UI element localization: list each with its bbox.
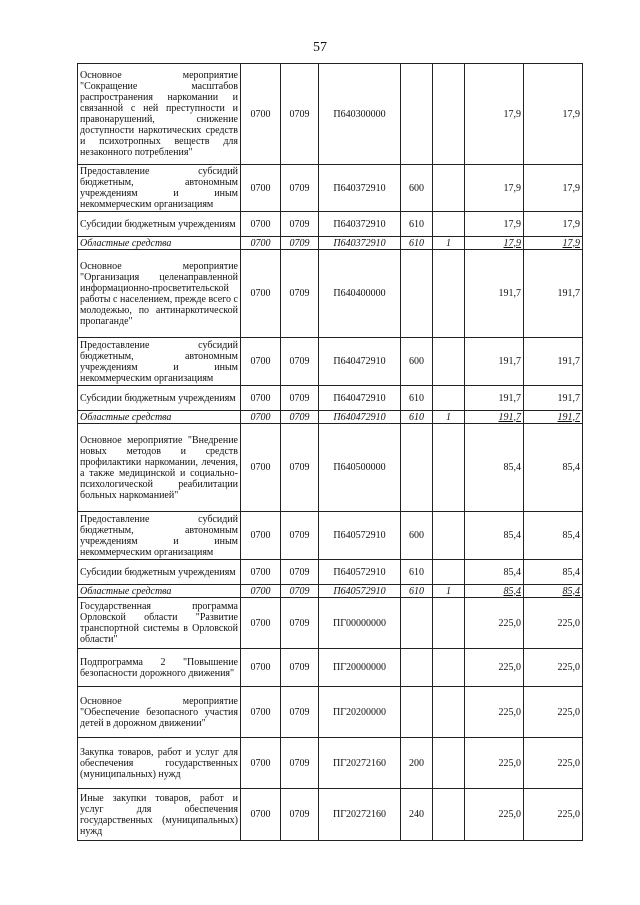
target-article-cell: ПГ20000000 bbox=[319, 649, 401, 687]
subsection-code-cell: 0709 bbox=[281, 338, 319, 386]
subsection-code-cell: 0709 bbox=[281, 512, 319, 560]
funding-source-cell: 1 bbox=[433, 411, 465, 424]
amount-cell: 85,4 bbox=[465, 512, 524, 560]
amount-cell: 85,4 bbox=[465, 560, 524, 585]
row-name-cell: Основное мероприятие "Внедрение новых методов и средств профилактики наркомании, лечения, а также медицинской и социально-психологической реабилитации больных наркоманией" bbox=[78, 424, 241, 512]
section-code-cell: 0700 bbox=[241, 789, 281, 841]
funding-source-cell bbox=[433, 64, 465, 165]
amount-executed-cell: 225,0 bbox=[524, 789, 583, 841]
row-name-cell: Областные средства bbox=[78, 237, 241, 250]
target-article-cell: ПГ00000000 bbox=[319, 598, 401, 649]
amount-executed-cell: 191,7 bbox=[524, 386, 583, 411]
table-row bbox=[78, 165, 583, 212]
section-code-cell: 0700 bbox=[241, 512, 281, 560]
funding-source-cell bbox=[433, 687, 465, 738]
section-code-cell: 0700 bbox=[241, 687, 281, 738]
table-row bbox=[78, 687, 583, 738]
amount-cell: 225,0 bbox=[465, 598, 524, 649]
target-article-cell: П640572910 bbox=[319, 585, 401, 598]
amount-executed-cell: 85,4 bbox=[524, 560, 583, 585]
expense-type-cell bbox=[401, 250, 433, 338]
section-code-cell: 0700 bbox=[241, 598, 281, 649]
row-name-cell: Предоставление субсидий бюджетным, автономным учреждениям и иным некоммерческим организациям bbox=[78, 165, 241, 212]
target-article-cell: П640372910 bbox=[319, 212, 401, 237]
amount-cell: 85,4 bbox=[465, 424, 524, 512]
subsection-code-cell: 0709 bbox=[281, 789, 319, 841]
amount-executed-cell: 17,9 bbox=[524, 237, 583, 250]
subsection-code-cell: 0709 bbox=[281, 560, 319, 585]
expense-type-cell: 610 bbox=[401, 585, 433, 598]
amount-cell: 191,7 bbox=[465, 411, 524, 424]
expense-type-cell bbox=[401, 687, 433, 738]
section-code-cell: 0700 bbox=[241, 165, 281, 212]
table-row bbox=[78, 386, 583, 411]
funding-source-cell bbox=[433, 512, 465, 560]
expense-type-cell: 600 bbox=[401, 338, 433, 386]
target-article-cell: П640400000 bbox=[319, 250, 401, 338]
subsection-code-cell: 0709 bbox=[281, 165, 319, 212]
amount-executed-cell: 225,0 bbox=[524, 738, 583, 789]
funding-source-cell bbox=[433, 424, 465, 512]
section-code-cell: 0700 bbox=[241, 212, 281, 237]
funding-source-cell bbox=[433, 338, 465, 386]
section-code-cell: 0700 bbox=[241, 64, 281, 165]
target-article-cell: П640572910 bbox=[319, 512, 401, 560]
funding-source-cell: 1 bbox=[433, 585, 465, 598]
budget-table-body bbox=[78, 64, 583, 841]
subsection-code-cell: 0709 bbox=[281, 411, 319, 424]
subsection-code-cell: 0709 bbox=[281, 237, 319, 250]
target-article-cell: ПГ20272160 bbox=[319, 738, 401, 789]
amount-executed-cell: 85,4 bbox=[524, 512, 583, 560]
section-code-cell: 0700 bbox=[241, 411, 281, 424]
table-row bbox=[78, 789, 583, 841]
table-row bbox=[78, 738, 583, 789]
expense-type-cell bbox=[401, 64, 433, 165]
budget-table bbox=[77, 63, 583, 841]
section-code-cell: 0700 bbox=[241, 237, 281, 250]
target-article-cell: П640300000 bbox=[319, 64, 401, 165]
subsection-code-cell: 0709 bbox=[281, 424, 319, 512]
row-name-cell: Основное мероприятие "Сокращение масштабов распространения наркомании и связанной с ней преступности и правонарушений, снижение доступности наркотических средств и психотропных веществ для незаконного потребления" bbox=[78, 64, 241, 165]
target-article-cell: ПГ20272160 bbox=[319, 789, 401, 841]
amount-cell: 225,0 bbox=[465, 649, 524, 687]
section-code-cell: 0700 bbox=[241, 386, 281, 411]
regional-funds-row bbox=[78, 237, 583, 250]
subsection-code-cell: 0709 bbox=[281, 687, 319, 738]
row-name-cell: Основное мероприятие "Обеспечение безопасного участия детей в дорожном движении" bbox=[78, 687, 241, 738]
expense-type-cell bbox=[401, 649, 433, 687]
funding-source-cell: 1 bbox=[433, 237, 465, 250]
table-row bbox=[78, 212, 583, 237]
regional-funds-row bbox=[78, 411, 583, 424]
target-article-cell: П640372910 bbox=[319, 165, 401, 212]
target-article-cell: П640500000 bbox=[319, 424, 401, 512]
expense-type-cell: 610 bbox=[401, 560, 433, 585]
amount-cell: 85,4 bbox=[465, 585, 524, 598]
row-name-cell: Областные средства bbox=[78, 411, 241, 424]
subsection-code-cell: 0709 bbox=[281, 649, 319, 687]
amount-cell: 225,0 bbox=[465, 687, 524, 738]
amount-executed-cell: 191,7 bbox=[524, 338, 583, 386]
expense-type-cell: 200 bbox=[401, 738, 433, 789]
section-code-cell: 0700 bbox=[241, 585, 281, 598]
amount-executed-cell: 17,9 bbox=[524, 212, 583, 237]
expense-type-cell: 610 bbox=[401, 386, 433, 411]
row-name-cell: Субсидии бюджетным учреждениям bbox=[78, 212, 241, 237]
expense-type-cell: 600 bbox=[401, 165, 433, 212]
amount-cell: 191,7 bbox=[465, 338, 524, 386]
expense-type-cell bbox=[401, 424, 433, 512]
amount-executed-cell: 85,4 bbox=[524, 424, 583, 512]
amount-executed-cell: 85,4 bbox=[524, 585, 583, 598]
funding-source-cell bbox=[433, 738, 465, 789]
funding-source-cell bbox=[433, 386, 465, 411]
row-name-cell: Предоставление субсидий бюджетным, автономным учреждениям и иным некоммерческим организациям bbox=[78, 512, 241, 560]
amount-cell: 17,9 bbox=[465, 165, 524, 212]
amount-executed-cell: 17,9 bbox=[524, 64, 583, 165]
row-name-cell: Подпрограмма 2 "Повышение безопасности дорожного движения" bbox=[78, 649, 241, 687]
row-name-cell: Областные средства bbox=[78, 585, 241, 598]
funding-source-cell bbox=[433, 598, 465, 649]
funding-source-cell bbox=[433, 560, 465, 585]
row-name-cell: Субсидии бюджетным учреждениям bbox=[78, 560, 241, 585]
amount-executed-cell: 225,0 bbox=[524, 687, 583, 738]
amount-cell: 17,9 bbox=[465, 64, 524, 165]
amount-executed-cell: 225,0 bbox=[524, 649, 583, 687]
row-name-cell: Закупка товаров, работ и услуг для обеспечения государственных (муниципальных) нужд bbox=[78, 738, 241, 789]
subsection-code-cell: 0709 bbox=[281, 738, 319, 789]
amount-cell: 17,9 bbox=[465, 237, 524, 250]
target-article-cell: П640472910 bbox=[319, 338, 401, 386]
amount-cell: 191,7 bbox=[465, 250, 524, 338]
regional-funds-row bbox=[78, 585, 583, 598]
target-article-cell: ПГ20200000 bbox=[319, 687, 401, 738]
table-row bbox=[78, 649, 583, 687]
table-row bbox=[78, 64, 583, 165]
table-row bbox=[78, 338, 583, 386]
expense-type-cell: 600 bbox=[401, 512, 433, 560]
target-article-cell: П640472910 bbox=[319, 386, 401, 411]
target-article-cell: П640572910 bbox=[319, 560, 401, 585]
table-row bbox=[78, 598, 583, 649]
table-row bbox=[78, 560, 583, 585]
row-name-cell: Субсидии бюджетным учреждениям bbox=[78, 386, 241, 411]
subsection-code-cell: 0709 bbox=[281, 386, 319, 411]
expense-type-cell bbox=[401, 598, 433, 649]
section-code-cell: 0700 bbox=[241, 250, 281, 338]
expense-type-cell: 610 bbox=[401, 237, 433, 250]
funding-source-cell bbox=[433, 789, 465, 841]
row-name-cell: Основное мероприятие "Организация целенаправленной информационно-просветительской работы с населением, прежде всего с молодежью, по антинаркотической пропаганде" bbox=[78, 250, 241, 338]
subsection-code-cell: 0709 bbox=[281, 64, 319, 165]
section-code-cell: 0700 bbox=[241, 738, 281, 789]
target-article-cell: П640472910 bbox=[319, 411, 401, 424]
row-name-cell: Предоставление субсидий бюджетным, автономным учреждениям и иным некоммерческим организациям bbox=[78, 338, 241, 386]
amount-executed-cell: 225,0 bbox=[524, 598, 583, 649]
amount-cell: 225,0 bbox=[465, 738, 524, 789]
section-code-cell: 0700 bbox=[241, 424, 281, 512]
subsection-code-cell: 0709 bbox=[281, 598, 319, 649]
funding-source-cell bbox=[433, 250, 465, 338]
subsection-code-cell: 0709 bbox=[281, 212, 319, 237]
funding-source-cell bbox=[433, 165, 465, 212]
amount-cell: 191,7 bbox=[465, 386, 524, 411]
section-code-cell: 0700 bbox=[241, 338, 281, 386]
amount-cell: 225,0 bbox=[465, 789, 524, 841]
amount-executed-cell: 191,7 bbox=[524, 411, 583, 424]
row-name-cell: Государственная программа Орловской области "Развитие транспортной системы в Орловской области" bbox=[78, 598, 241, 649]
amount-executed-cell: 17,9 bbox=[524, 165, 583, 212]
page-number: 57 bbox=[313, 40, 327, 55]
expense-type-cell: 610 bbox=[401, 411, 433, 424]
table-row bbox=[78, 424, 583, 512]
funding-source-cell bbox=[433, 649, 465, 687]
amount-executed-cell: 191,7 bbox=[524, 250, 583, 338]
row-name-cell: Иные закупки товаров, работ и услуг для обеспечения государственных (муниципальных) нужд bbox=[78, 789, 241, 841]
section-code-cell: 0700 bbox=[241, 649, 281, 687]
expense-type-cell: 610 bbox=[401, 212, 433, 237]
subsection-code-cell: 0709 bbox=[281, 250, 319, 338]
funding-source-cell bbox=[433, 212, 465, 237]
table-row bbox=[78, 512, 583, 560]
amount-cell: 17,9 bbox=[465, 212, 524, 237]
target-article-cell: П640372910 bbox=[319, 237, 401, 250]
table-row bbox=[78, 250, 583, 338]
subsection-code-cell: 0709 bbox=[281, 585, 319, 598]
expense-type-cell: 240 bbox=[401, 789, 433, 841]
section-code-cell: 0700 bbox=[241, 560, 281, 585]
